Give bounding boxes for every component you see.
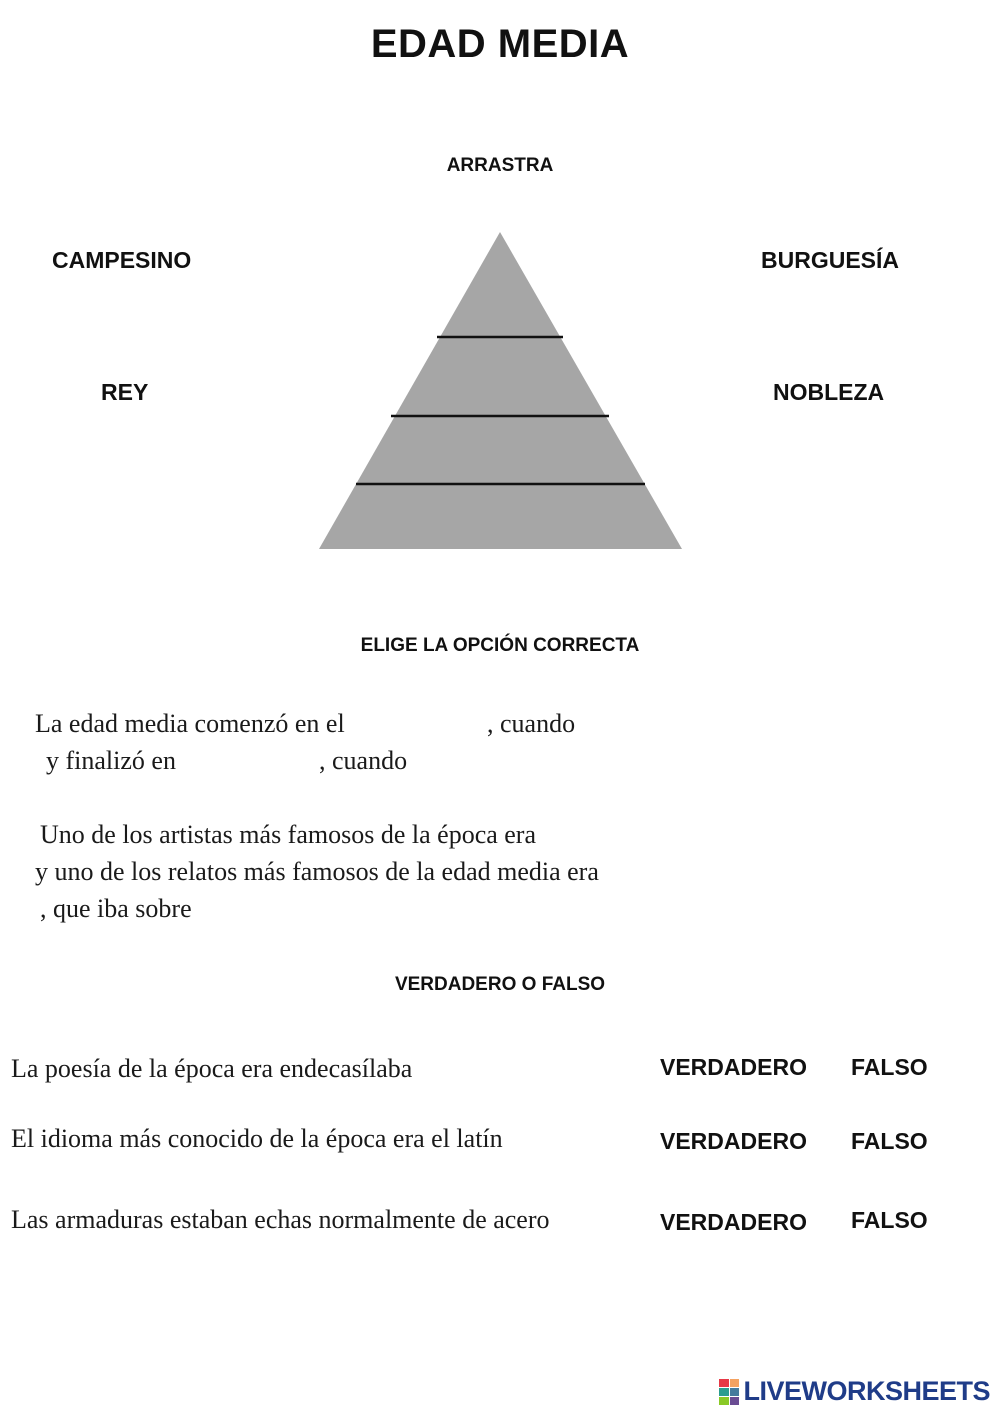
choice-line-2b: , cuando: [319, 746, 408, 775]
choice-line-2a: y finalizó en: [46, 746, 176, 775]
choice-line-1b: , cuando: [487, 709, 576, 738]
drag-item-rey[interactable]: REY: [101, 379, 149, 405]
drag-item-nobleza[interactable]: NOBLEZA: [773, 379, 885, 405]
brand-badge-icon: [719, 1379, 739, 1405]
tf-false-option-3[interactable]: FALSO: [851, 1207, 928, 1233]
choice-line-3: Uno de los artistas más famosos de la época era: [40, 820, 537, 849]
tf-false-option-1[interactable]: FALSO: [851, 1054, 928, 1080]
choice-line-4: y uno de los relatos más famosos de la edad media era: [35, 857, 599, 886]
tf-true-option-1[interactable]: VERDADERO: [660, 1054, 807, 1080]
choice-line-5: , que iba sobre: [40, 894, 192, 923]
social-pyramid: [0, 0, 1000, 600]
tf-statement-2: El idioma más conocido de la época era el latín: [11, 1124, 503, 1153]
tf-true-option-3[interactable]: VERDADERO: [660, 1209, 807, 1235]
page-title: EDAD MEDIA: [370, 22, 630, 66]
drag-heading: ARRASTRA: [446, 155, 554, 176]
drag-item-campesino[interactable]: CAMPESINO: [52, 247, 192, 273]
tf-heading: VERDADERO O FALSO: [394, 974, 606, 995]
pyramid-shape: [319, 232, 682, 549]
tf-false-option-2[interactable]: FALSO: [851, 1128, 928, 1154]
choice-line-1a: La edad media comenzó en el: [35, 709, 345, 738]
tf-statement-3: Las armaduras estaban echas normalmente de acero: [11, 1205, 550, 1234]
drag-item-burguesia[interactable]: BURGUESÍA: [761, 247, 900, 273]
brand-name: LIVEWORKSHEETS: [743, 1376, 990, 1406]
choice-heading: ELIGE LA OPCIÓN CORRECTA: [360, 635, 640, 656]
brand-logo: [719, 1376, 990, 1407]
tf-statement-1: La poesía de la época era endecasílaba: [11, 1054, 413, 1083]
tf-true-option-2[interactable]: VERDADERO: [660, 1128, 807, 1154]
